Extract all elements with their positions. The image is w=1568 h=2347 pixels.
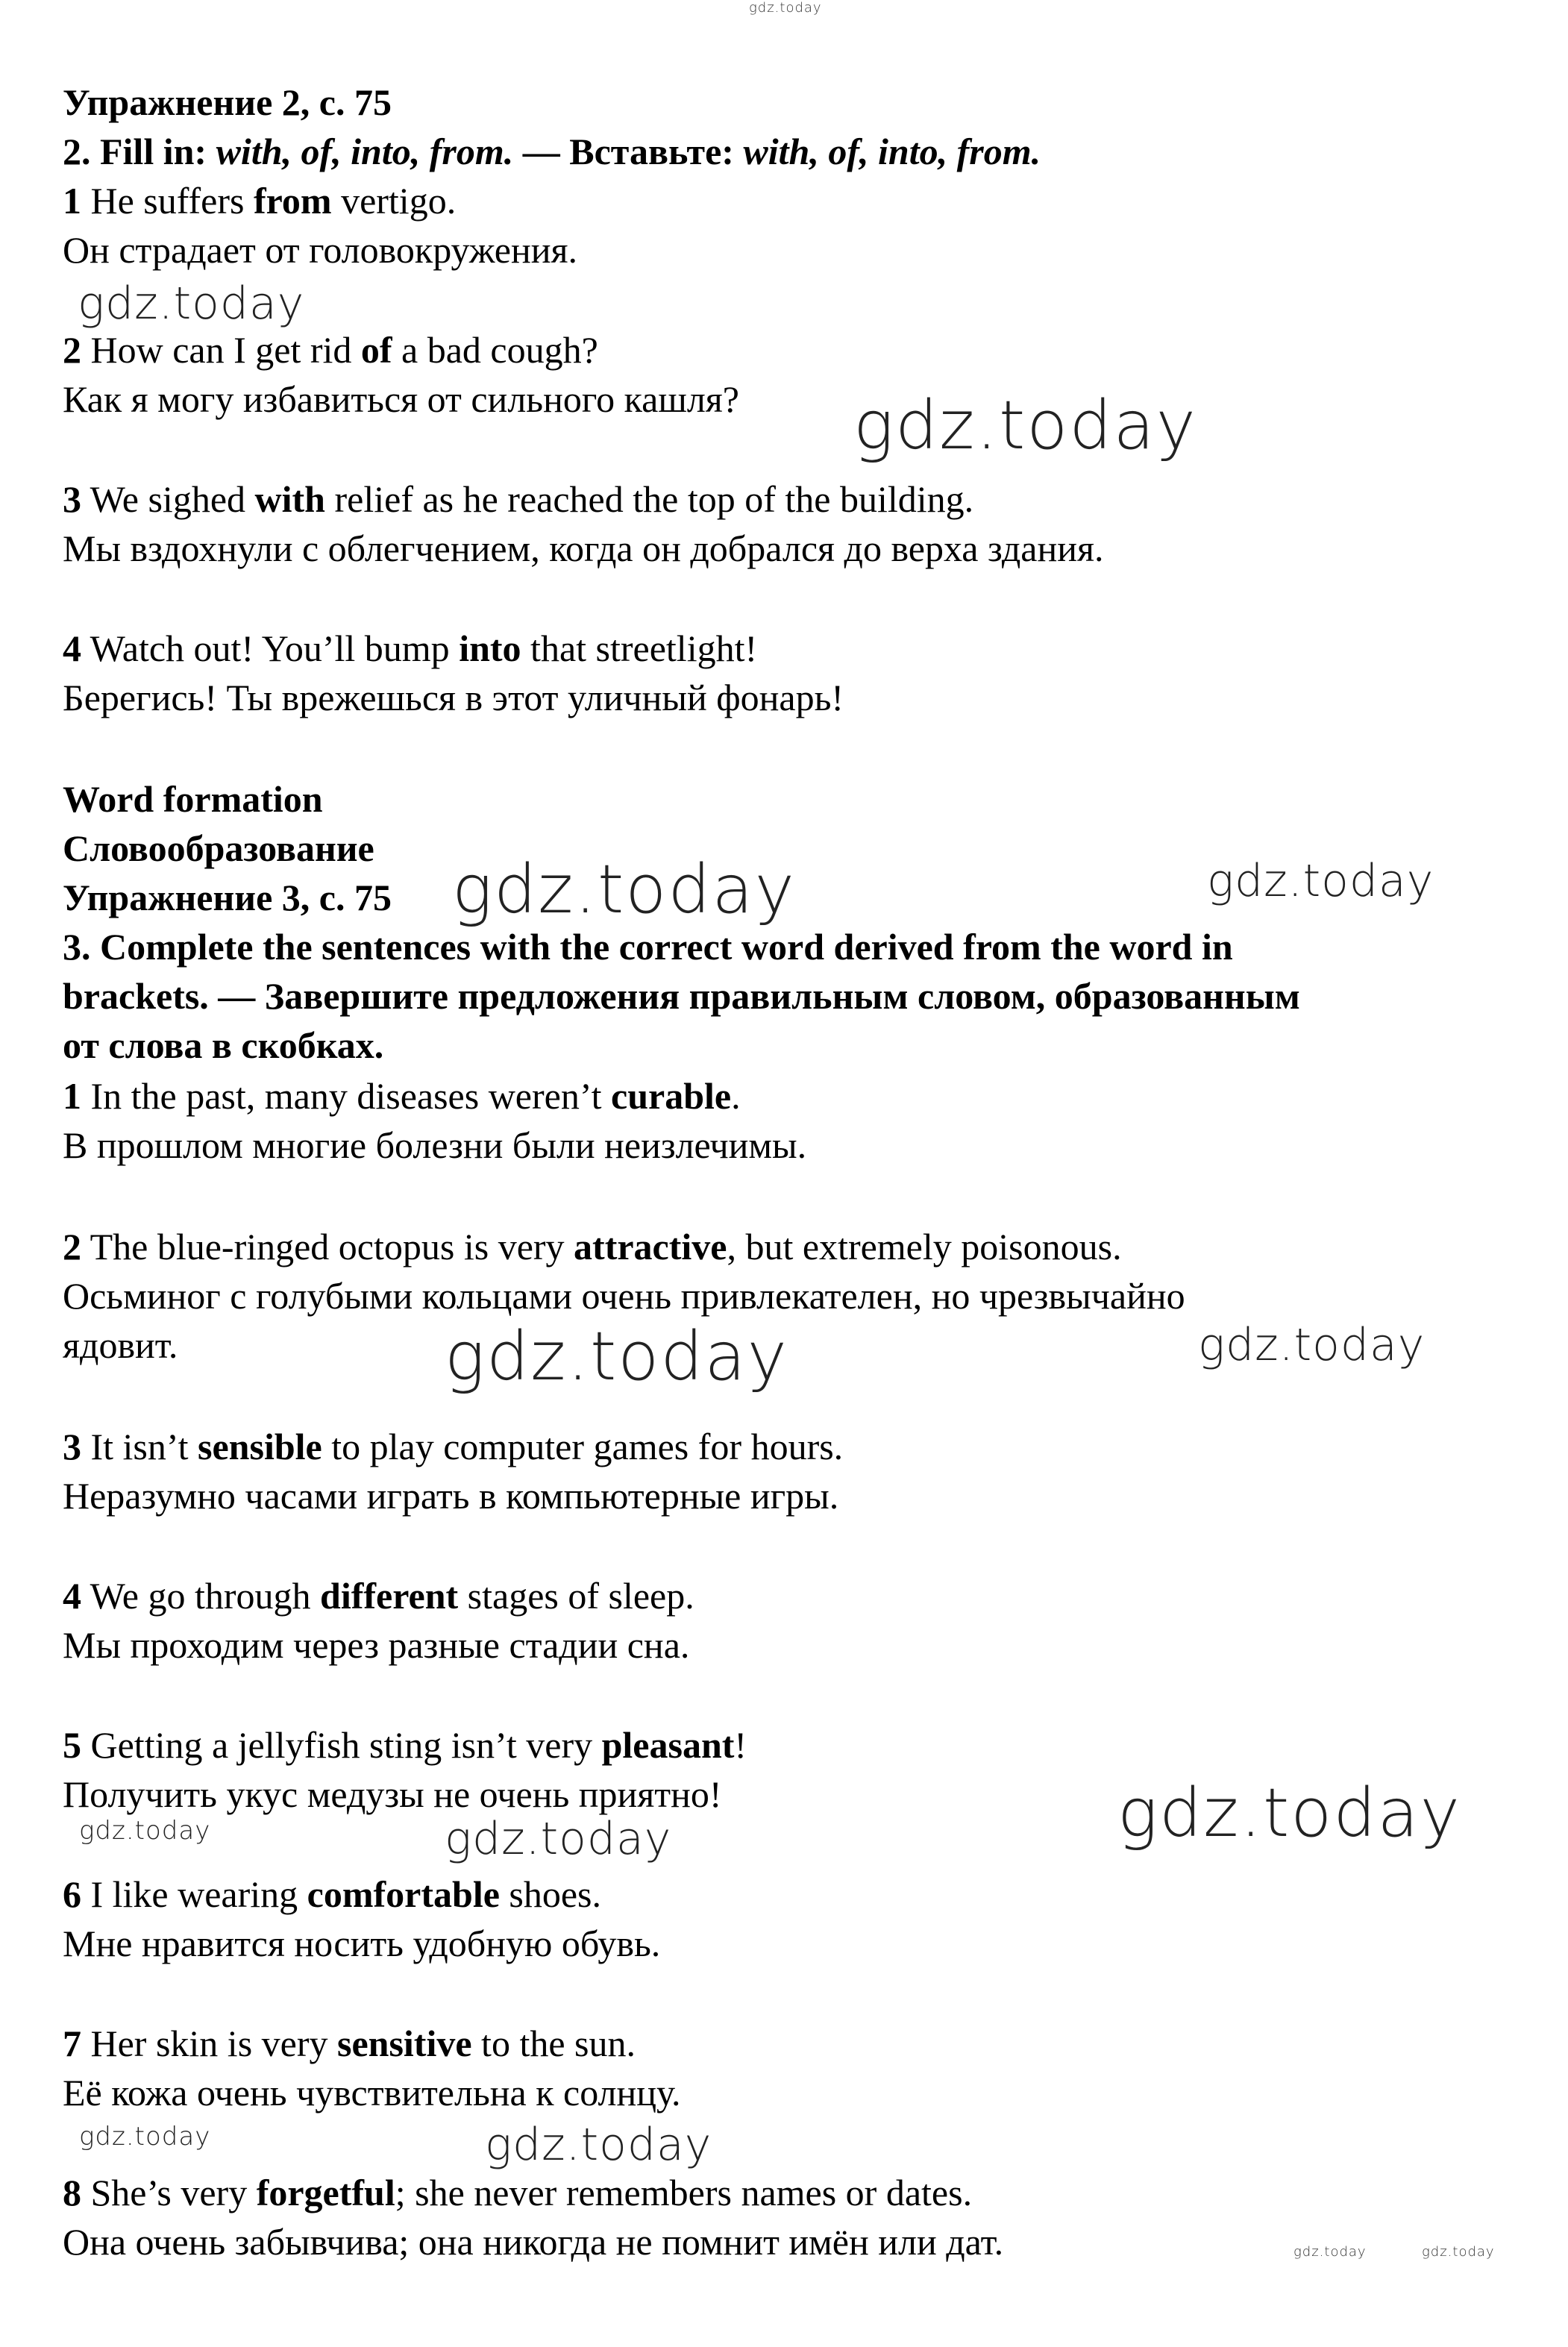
answer-word: into <box>459 627 521 669</box>
exercise-2-task: 2. Fill in: with, of, into, from. — Вставьте: with, of, into, from. <box>63 131 1041 172</box>
watermark: gdz.today <box>485 2119 712 2171</box>
watermark: gdz.today <box>79 1816 211 1846</box>
exercise-3-item-translation: В прошлом многие болезни были неизлечимы. <box>63 1124 807 1166</box>
exercise-3-item-translation: Осьминог с голубыми кольцами очень привлекателен, но чрезвычайно <box>63 1275 1185 1317</box>
exercise-3-item-sentence: 5 Getting a jellyfish sting isn’t very pleasant! <box>63 1724 747 1766</box>
answer-word: comfortable <box>307 1873 500 1915</box>
answer-word: of <box>360 329 392 371</box>
exercise-2-item-translation: Мы вздохнули с облегчением, когда он добрался до верха здания. <box>63 527 1104 569</box>
answer-word: attractive <box>574 1226 727 1267</box>
exercise-2-item-sentence: 3 We sighed with relief as he reached the top of the building. <box>63 478 974 520</box>
exercise-3-item-sentence: 6 I like wearing comfortable shoes. <box>63 1873 602 1915</box>
watermark: gdz.today <box>452 850 796 929</box>
exercise-2-item-translation: Он страдает от головокружения. <box>63 229 577 271</box>
watermark: gdz.today <box>1117 1774 1461 1852</box>
watermark: gdz.today <box>1207 855 1434 907</box>
exercise-3-header: Упражнение 3, с. 75 <box>63 877 392 918</box>
exercise-3-item-sentence: 3 It isn’t sensible to play computer games for hours. <box>63 1426 844 1467</box>
answer-word: sensible <box>198 1426 322 1467</box>
watermark: gdz.today <box>749 0 822 16</box>
exercise-3-task-line: от слова в скобках. <box>63 1024 384 1066</box>
watermark: gdz.today <box>78 278 305 330</box>
exercise-2-item-translation: Как я могу избавиться от сильного кашля? <box>63 378 739 420</box>
watermark: gdz.today <box>853 386 1197 465</box>
exercise-2-item-sentence: 1 He suffers from vertigo. <box>63 180 457 222</box>
exercise-3-item-translation: Неразумно часами играть в компьютерные игры. <box>63 1475 839 1517</box>
watermark: gdz.today <box>445 1813 672 1865</box>
exercise-3-item-translation: Мы проходим через разные стадии сна. <box>63 1624 690 1666</box>
watermark: gdz.today <box>1293 2244 1367 2260</box>
exercise-3-item-translation: Мне нравится носить удобную обувь. <box>63 1923 661 1964</box>
watermark: gdz.today <box>79 2122 211 2152</box>
exercise-2-item-sentence: 2 How can I get rid of a bad cough? <box>63 329 598 371</box>
exercise-3-item-translation: Получить укус медузы не очень приятно! <box>63 1773 722 1815</box>
watermark: gdz.today <box>445 1317 788 1396</box>
exercise-2-item-sentence: 4 Watch out! You’ll bump into that streetlight! <box>63 627 758 669</box>
exercise-3-item-sentence: 2 The blue-ringed octopus is very attractive, but extremely poisonous. <box>63 1226 1122 1267</box>
exercise-3-item-sentence: 8 She’s very forgetful; she never remembers names or dates. <box>63 2172 973 2213</box>
section-title-en: Word formation <box>63 778 323 820</box>
exercise-2-header: Упражнение 2, с. 75 <box>63 81 392 123</box>
answer-word: forgetful <box>256 2172 395 2213</box>
exercise-3-item-translation: Её кожа очень чувствительна к солнцу. <box>63 2072 681 2113</box>
exercise-3-item-sentence: 1 In the past, many diseases weren’t curable. <box>63 1075 741 1117</box>
answer-word: with <box>254 478 325 520</box>
exercise-3-item-sentence: 4 We go through different stages of sleep. <box>63 1575 694 1617</box>
exercise-3-item-sentence: 7 Her skin is very sensitive to the sun. <box>63 2022 636 2064</box>
exercise-2-item-translation: Берегись! Ты врежешься в этот уличный фонарь! <box>63 677 844 718</box>
watermark: gdz.today <box>1198 1319 1426 1371</box>
exercise-3-item-translation: ядовит. <box>63 1324 178 1366</box>
section-title-ru: Словообразование <box>63 827 374 869</box>
exercise-3-item-translation: Она очень забывчива; она никогда не помнит имён или дат. <box>63 2221 1004 2263</box>
watermark: gdz.today <box>1422 2244 1495 2260</box>
answer-word: from <box>253 180 332 222</box>
exercise-3-task-line: 3. Complete the sentences with the correct word derived from the word in <box>63 926 1233 968</box>
answer-word: curable <box>611 1075 732 1117</box>
answer-word: different <box>320 1575 459 1617</box>
answer-word: pleasant <box>601 1724 735 1766</box>
answer-word: sensitive <box>337 2022 472 2064</box>
exercise-3-task-line: brackets. — Завершите предложения правильным словом, образованным <box>63 975 1300 1017</box>
